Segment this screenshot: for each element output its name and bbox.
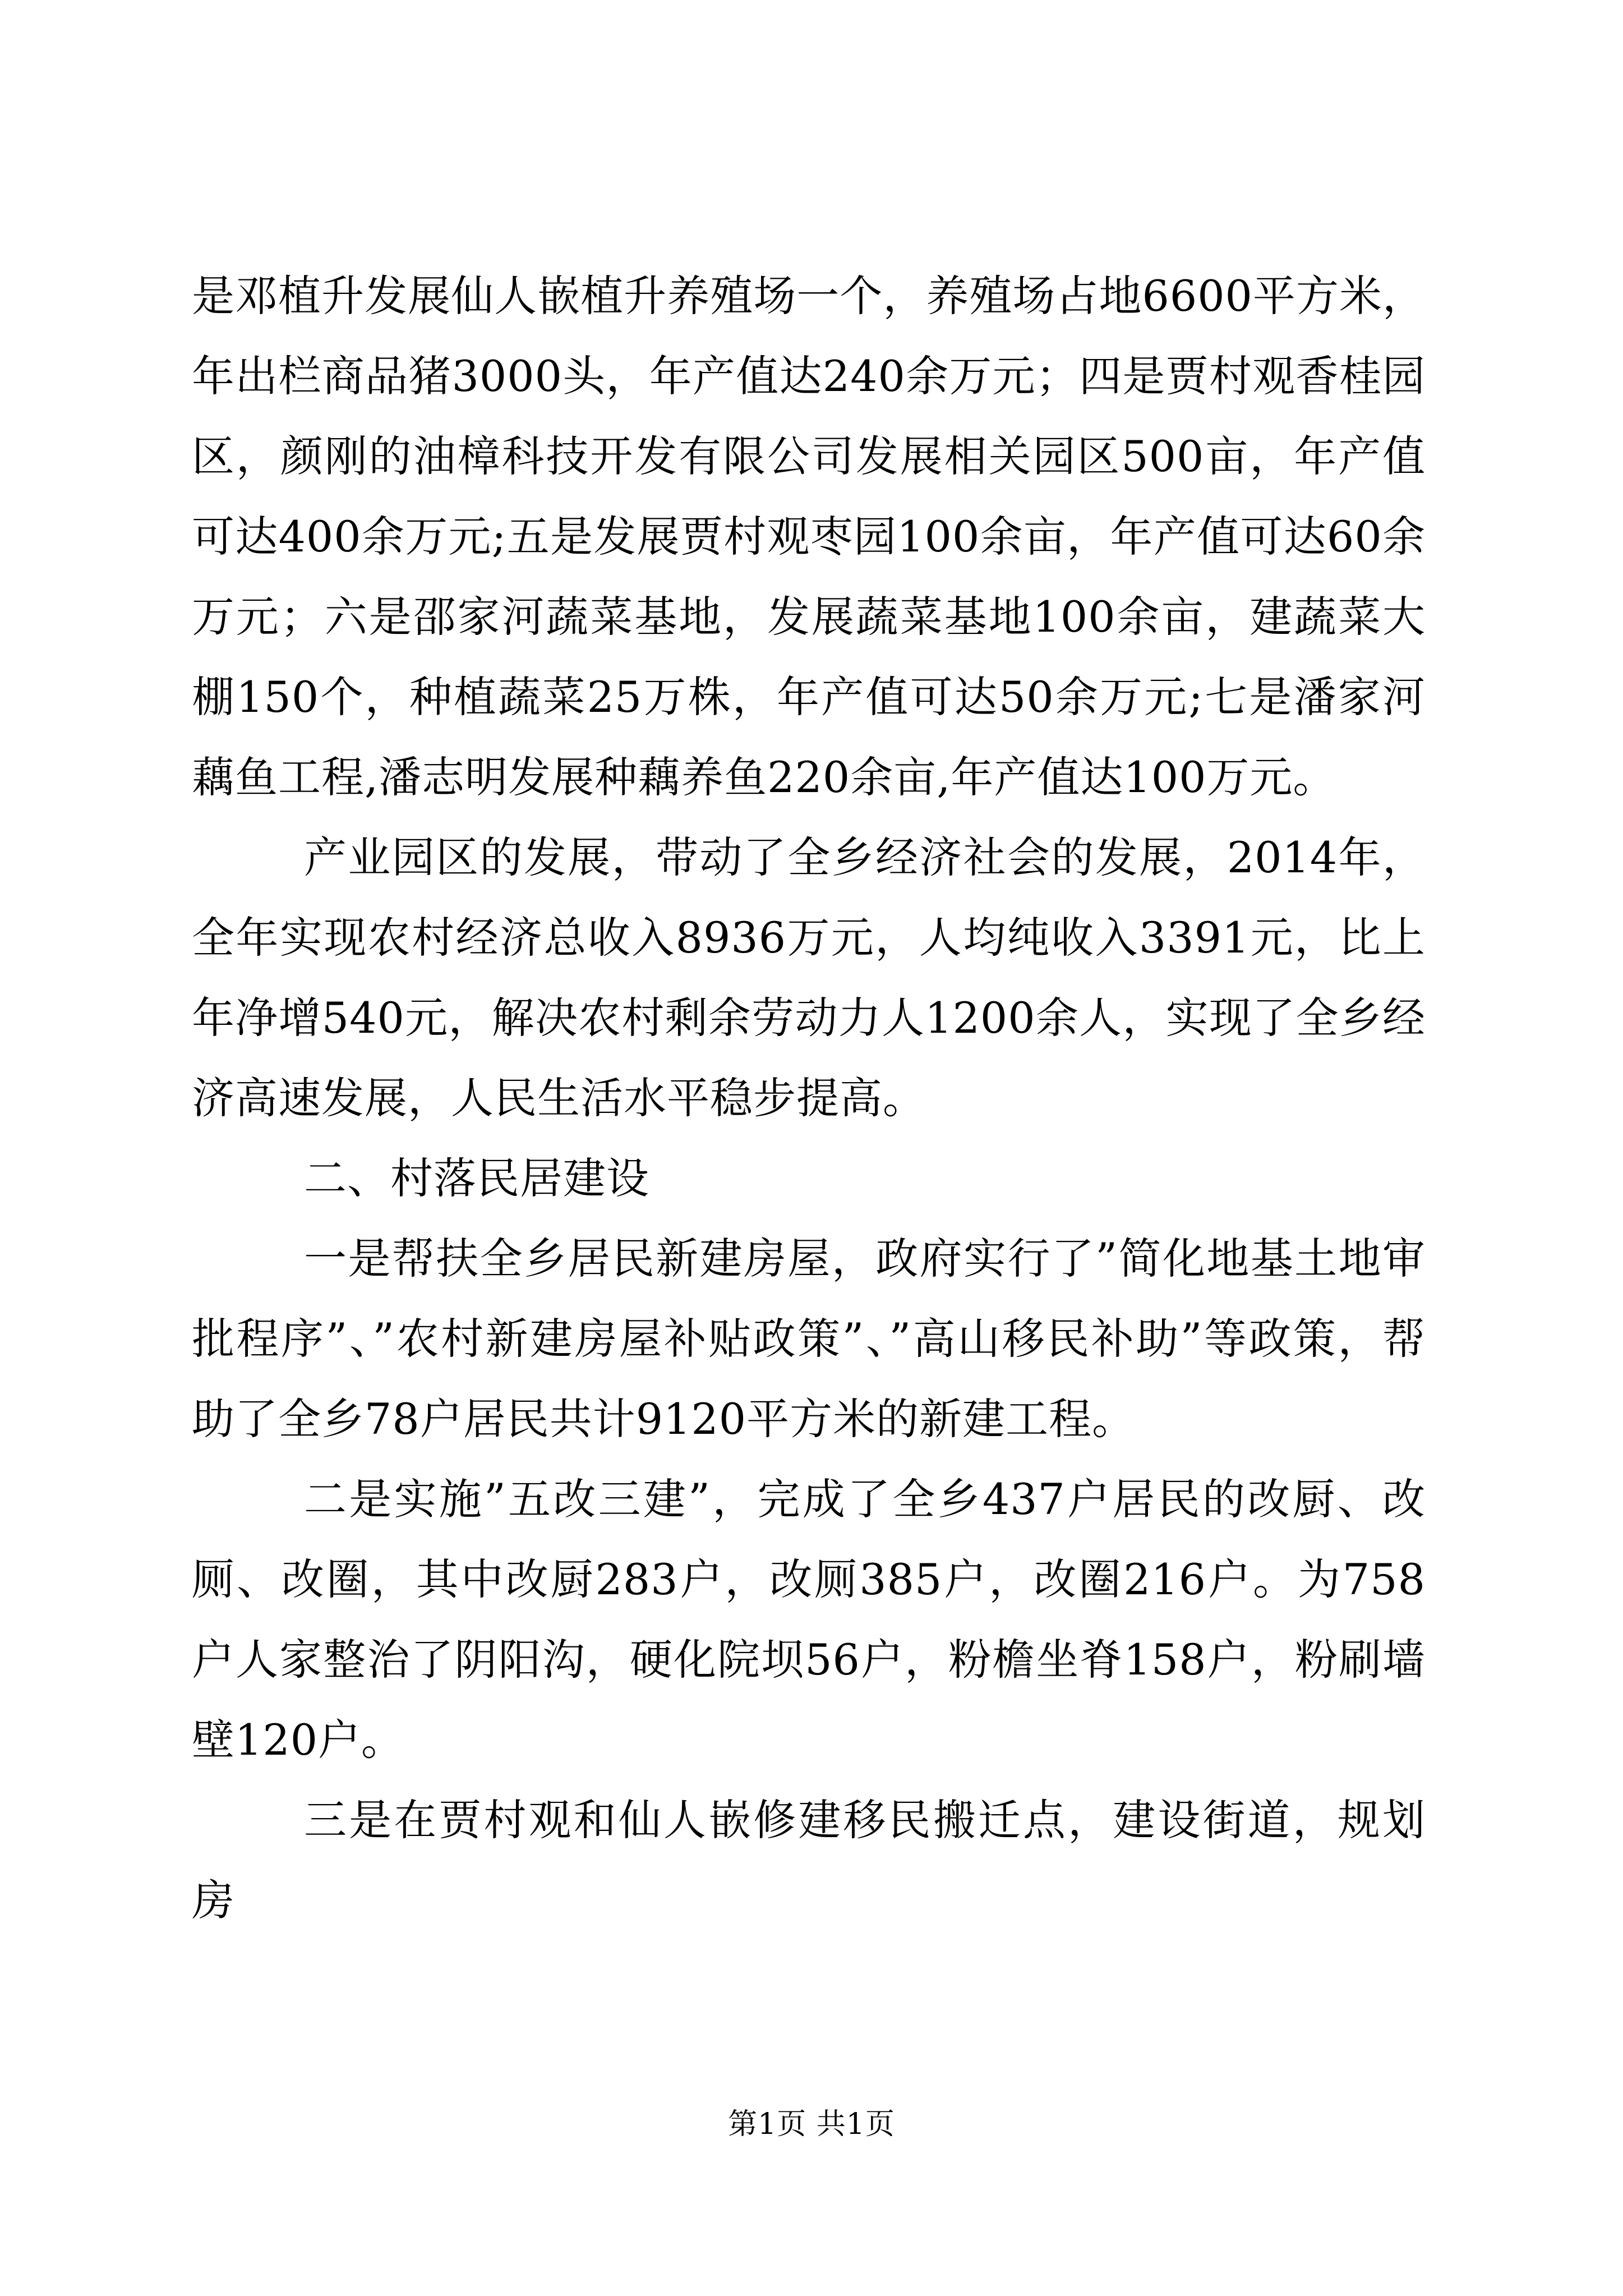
section-heading-village-housing: 二、村落民居建设	[304, 1153, 649, 1203]
paragraph-industry-parks-list: 是邓植升发展仙人嵌植升养殖场一个，养殖场占地6600平方米，年出栏商品猪3000头，年产值达240余万元；四是贾村观香桂园区，颜刚的油樟科技开发有限公司发展相关园区500亩，年产值可达400余万元;五是发展贾村观枣园100余亩，年产值可达60余万元；六是邵家河蔬菜基地，发展蔬菜基地100余亩，建蔬菜大棚150个，种植蔬菜25万株，年产值可达50余万元;七是潘家河藕鱼工程,潘志明发展种藕养鱼220余亩,年产值达100万元。	[192, 271, 1426, 802]
page-footer-page-number: 第1页 共1页	[728, 2108, 895, 2141]
paragraph-new-housing-support: 一是帮扶全乡居民新建房屋，政府实行了”简化地基土地审批程序”、”农村新建房屋补贴政策”、”高山移民补助”等政策，帮助了全乡78户居民共计9120平方米的新建工程。	[192, 1234, 1426, 1444]
paragraph-economic-results: 产业园区的发展，带动了全乡经济社会的发展，2014年，全年实现农村经济总收入8936万元，人均纯收入3391元，比上年净增540元，解决农村剩余劳动力人1200余人，实现了全乡经济高速发展，人民生活水平稳步提高。	[192, 832, 1426, 1123]
document-body	[192, 256, 1426, 1940]
paragraph-relocation-sites: 三是在贾村观和仙人嵌修建移民搬迁点，建设街道，规划房	[192, 1795, 1426, 1925]
paragraph-five-reforms-three-builds: 二是实施”五改三建”，完成了全乡437户居民的改厨、改厕、改圈，其中改厨283户，改厕385户，改圈216户。为758户人家整治了阴阳沟，硬化院坝56户，粉檐坐脊158户，粉刷墙壁120户。	[192, 1474, 1426, 1765]
